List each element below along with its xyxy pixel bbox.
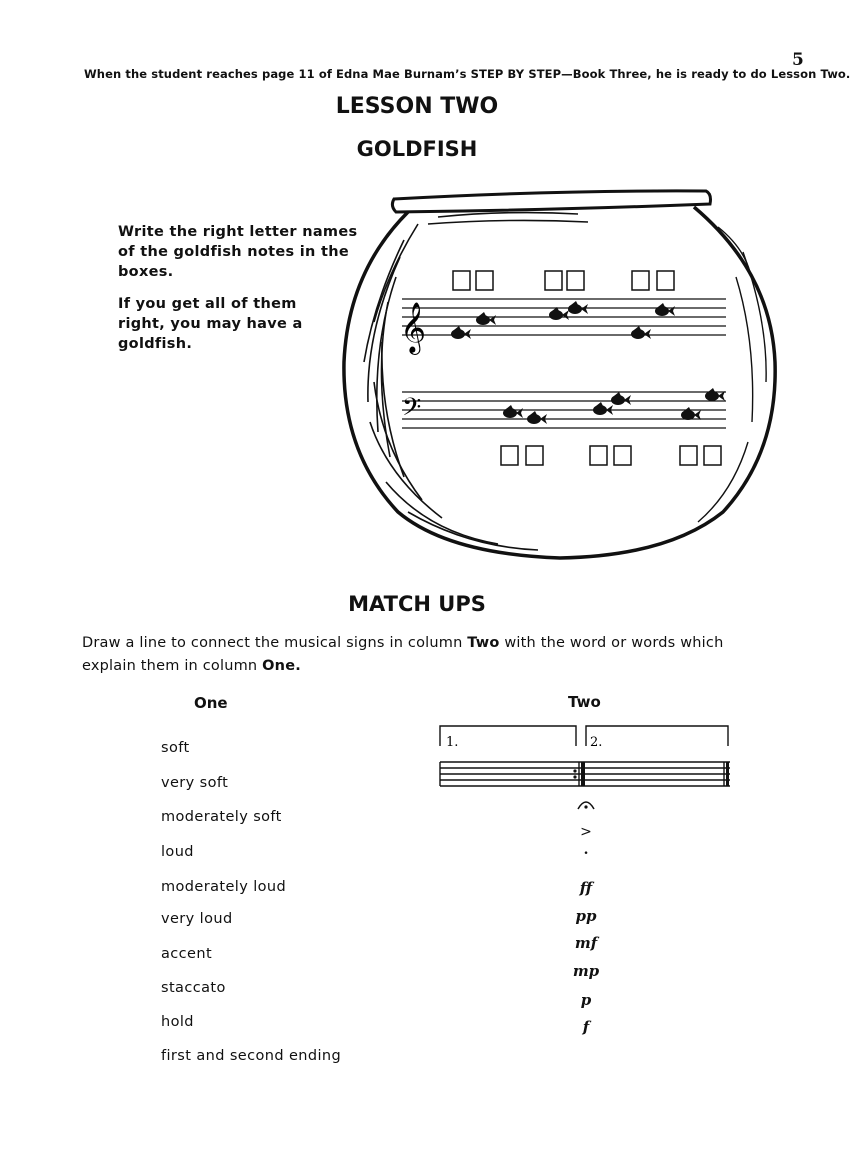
word-loud: loud <box>161 844 194 860</box>
goldfish-note-icon <box>476 312 496 325</box>
intro-note: When the student reaches page 11 of Edna Mae Burnam’s STEP BY STEP—Book Three, he is ready to do Lesson Two. <box>84 67 851 81</box>
dynamic-mf: mf <box>574 934 598 952</box>
ending-and-repeat-sign <box>436 722 736 802</box>
goldfish-note-icon <box>549 307 569 320</box>
bass-clef-icon: 𝄢 <box>402 393 422 428</box>
word-hold: hold <box>161 1014 194 1030</box>
lesson-title: LESSON TWO <box>335 94 499 119</box>
goldfish-note-icon <box>568 301 588 314</box>
word-moderately-soft: moderately soft <box>161 809 282 825</box>
column-two-heading: Two <box>568 693 601 711</box>
ending-label-2: 2. <box>590 735 603 750</box>
word-staccato: staccato <box>161 980 226 996</box>
column-one-heading: One <box>194 694 228 712</box>
staccato-sign: • <box>583 849 589 859</box>
goldfish-note-icon <box>527 411 547 424</box>
word-soft: soft <box>161 740 190 756</box>
page-number: 5 <box>792 50 804 70</box>
fermata-icon <box>576 797 596 811</box>
answer-boxes-treble <box>453 271 674 290</box>
treble-staff <box>400 271 726 355</box>
goldfish-bowl-illustration <box>338 182 783 567</box>
goldfish-instruction-1: Write the right letter names of the goldfish notes in the boxes. <box>118 224 358 280</box>
goldfish-instruction-2: If you get all of them right, you may have a goldfish. <box>118 296 303 352</box>
goldfish-note-icon <box>681 407 701 420</box>
goldfish-title: GOLDFISH <box>356 137 478 161</box>
goldfish-note-icon <box>503 405 523 418</box>
bass-staff <box>402 388 726 465</box>
dynamic-mp: mp <box>572 962 600 980</box>
dynamic-f: f <box>582 1018 590 1036</box>
word-moderately-loud: moderately loud <box>161 879 287 895</box>
answer-boxes-bass <box>501 446 721 465</box>
goldfish-note-icon <box>451 326 471 339</box>
match-ups-title: MATCH UPS <box>348 592 486 616</box>
goldfish-note-icon <box>705 388 725 401</box>
goldfish-note-icon <box>655 303 675 316</box>
goldfish-note-icon <box>631 326 651 339</box>
dynamic-pp: pp <box>575 907 597 925</box>
dynamic-ff: ff <box>579 879 593 897</box>
accent-sign: > <box>580 824 592 840</box>
repeat-sign-icon <box>581 762 585 786</box>
word-very-loud: very loud <box>161 911 233 927</box>
dynamic-p: p <box>580 991 592 1009</box>
word-very-soft: very soft <box>161 775 229 791</box>
goldfish-note-icon <box>593 402 613 415</box>
match-ups-description: Draw a line to connect the musical signs in column Two with the word or words which explain them in column One. <box>82 635 724 674</box>
word-first-and-second-ending: first and second ending <box>161 1048 342 1064</box>
goldfish-note-icon <box>611 392 631 405</box>
ending-label-1: 1. <box>446 735 459 750</box>
word-accent: accent <box>161 946 213 962</box>
treble-clef-icon: 𝄞 <box>400 302 427 353</box>
